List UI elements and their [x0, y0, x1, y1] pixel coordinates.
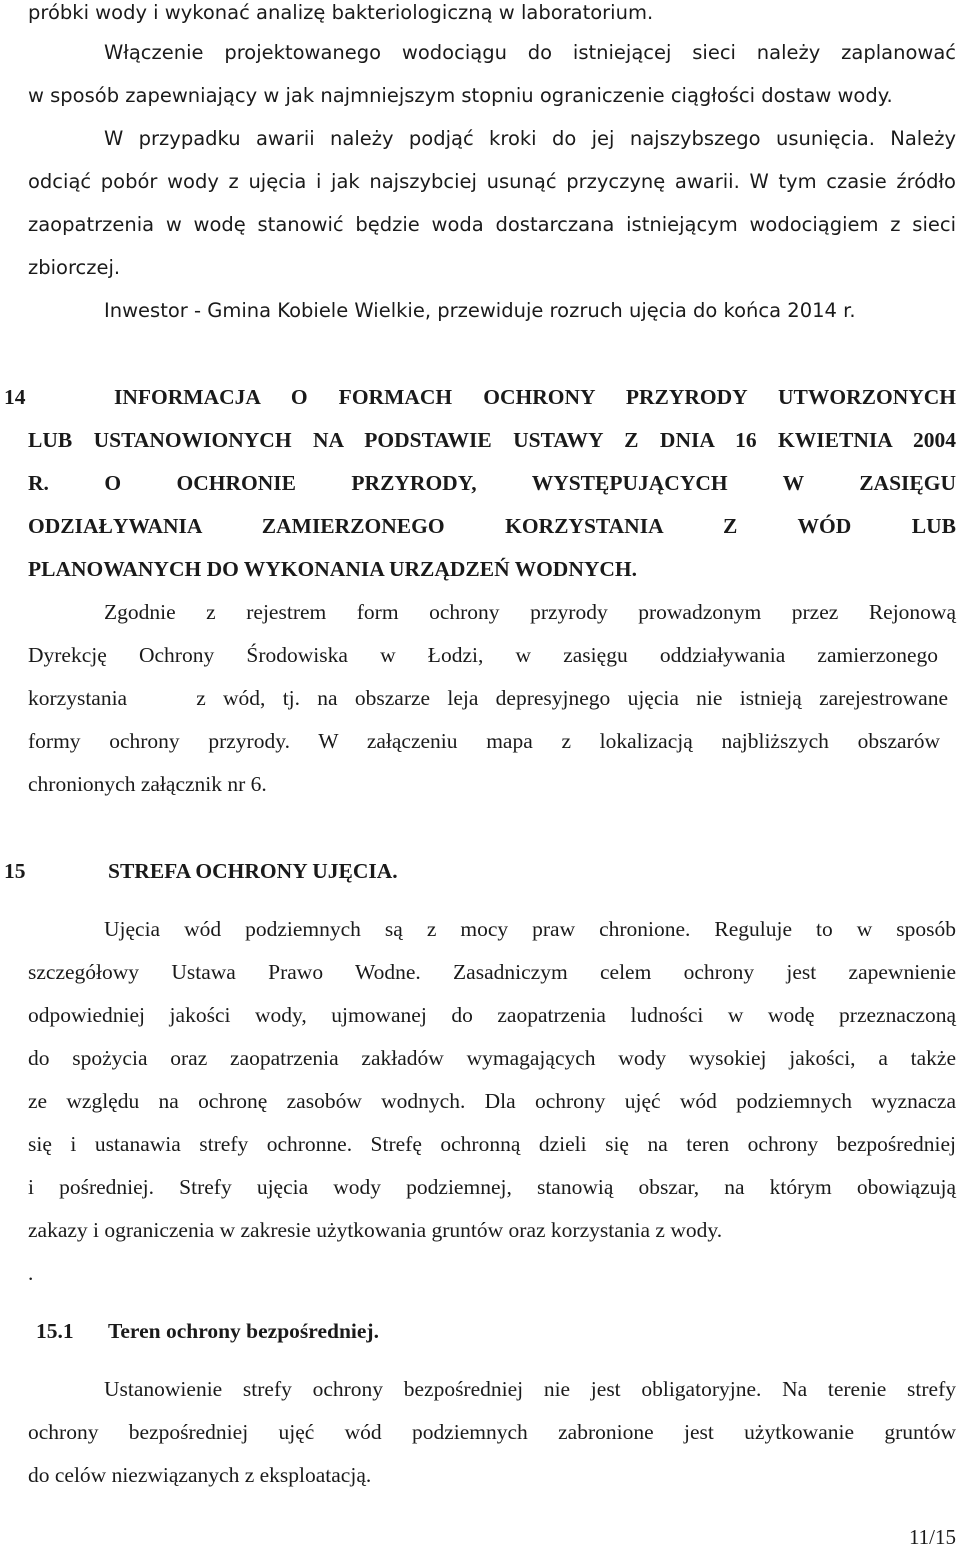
paragraph-line: zaopatrzenia w wodę stanowić będzie woda dostarczana istniejącym wodociągiem z sieci [28, 213, 956, 236]
paragraph-line: w sposób zapewniający w jak najmniejszym stopniu ograniczenie ciągłości dostaw wody. [28, 84, 893, 107]
paragraph-line: próbki wody i wykonać analizę bakteriologiczną w laboratorium. [28, 1, 654, 24]
subsection-number: 15.1 [36, 1319, 74, 1343]
paragraph-line: korzystania z wód, tj. na obszarze leja depresyjnego ujęcia nie istnieją zarejestrowane [28, 686, 948, 710]
section-heading: PLANOWANYCH DO WYKONANIA URZĄDZEŃ WODNYCH. [28, 557, 638, 581]
subsection-heading: Teren ochrony bezpośredniej. [108, 1319, 379, 1343]
paragraph-line: ochrony bezpośredniej ujęć wód podziemnych zabronione jest użytkowanie gruntów [28, 1420, 956, 1444]
paragraph-line: formy ochrony przyrody. W załączeniu mapa z lokalizacją najbliższych obszarów [28, 729, 940, 753]
paragraph-line: Inwestor - Gmina Kobiele Wielkie, przewiduje rozruch ujęcia do końca 2014 r. [104, 299, 856, 322]
paragraph-line: odciąć pobór wody z ujęcia i jak najszybciej usunąć przyczynę awarii. W tym czasie źródło [28, 170, 956, 193]
section-heading: INFORMACJA O FORMACH OCHRONY PRZYRODY UTWORZONYCH [114, 385, 956, 409]
paragraph-line: Dyrekcję Ochrony Środowiska w Łodzi, w zasięgu oddziaływania zamierzonego [28, 643, 938, 667]
paragraph-line: zbiorczej. [28, 256, 121, 279]
paragraph-line: ze względu na ochronę zasobów wodnych. Dla ochrony ujęć wód podziemnych wyznacza [28, 1089, 956, 1113]
section-heading: STREFA OCHRONY UJĘCIA. [108, 859, 398, 883]
section-number: 15 [4, 859, 26, 883]
paragraph-line: odpowiedniej jakości wody, ujmowanej do zaopatrzenia ludności w wodę przeznaczoną [28, 1003, 956, 1027]
paragraph-line: Ustanowienie strefy ochrony bezpośredniej nie jest obligatoryjne. Na terenie strefy [104, 1377, 956, 1401]
paragraph-line: się i ustanawia strefy ochronne. Strefę ochronną dzieli się na teren ochrony bezpośredniej [28, 1132, 956, 1156]
section-number: 14 [4, 385, 26, 409]
section-heading: LUB USTANOWIONYCH NA PODSTAWIE USTAWY Z DNIA 16 KWIETNIA 2004 [28, 428, 956, 452]
paragraph-line: W przypadku awarii należy podjąć kroki do jej najszybszego usunięcia. Należy [104, 127, 956, 150]
paragraph-line: zakazy i ograniczenia w zakresie użytkowania gruntów oraz korzystania z wody. [28, 1218, 723, 1242]
section-heading: ODZIAŁYWANIA ZAMIERZONEGO KORZYSTANIA Z WÓD LUB [28, 514, 956, 538]
paragraph-line: do spożycia oraz zaopatrzenia zakładów wymagających wody wysokiej jakości, a także [28, 1046, 956, 1070]
paragraph-line: i pośredniej. Strefy ujęcia wody podziemnej, stanowią obszar, na którym obowiązują [28, 1175, 956, 1199]
stray-dot: . [28, 1261, 34, 1285]
paragraph-line: Zgodnie z rejestrem form ochrony przyrody prowadzonym przez Rejonową [104, 600, 956, 624]
paragraph-line: chronionych załącznik nr 6. [28, 772, 267, 796]
page-number: 11/15 [908, 1525, 956, 1549]
paragraph-line: szczegółowy Ustawa Prawo Wodne. Zasadniczym celem ochrony jest zapewnienie [28, 960, 956, 984]
paragraph-line: do celów niezwiązanych z eksploatacją. [28, 1463, 372, 1487]
paragraph-line: Włączenie projektowanego wodociągu do istniejącej sieci należy zaplanować [104, 41, 956, 64]
section-heading: R. O OCHRONIE PRZYRODY, WYSTĘPUJĄCYCH W ZASIĘGU [28, 471, 956, 495]
paragraph-line: Ujęcia wód podziemnych są z mocy praw chronione. Reguluje to w sposób [104, 917, 956, 941]
